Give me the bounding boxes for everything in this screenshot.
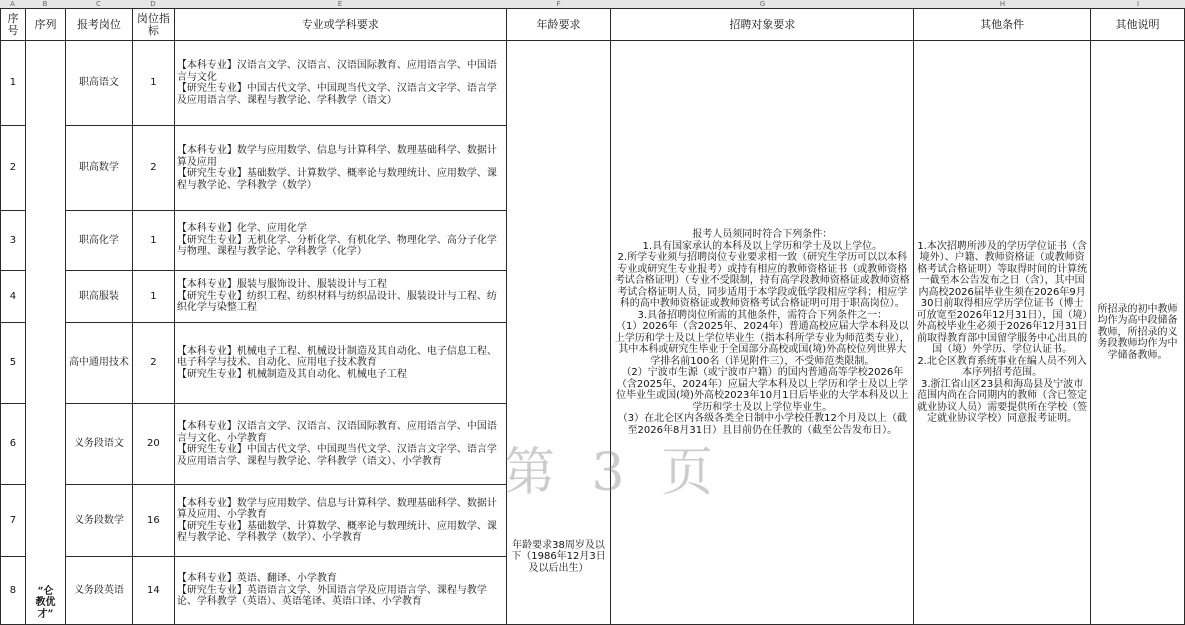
page-watermark: 第 3 页 <box>503 443 724 503</box>
table-row <box>1 41 1185 126</box>
header-num[interactable]: 序号 <box>1 9 26 41</box>
series-label: “仑教优才” <box>35 585 56 620</box>
header-row <box>1 9 1185 41</box>
position-cell[interactable]: 职高语文 <box>65 41 132 126</box>
header-other[interactable]: 其他条件 <box>914 9 1091 41</box>
other-conditions-cell[interactable]: 1.本次招聘所涉及的学历学位证书（含境外）、户籍、教师资格证（或教师资格考试合格证明）等取得时间的计算统一截至本公告发布之日（含），其中国内高校2026届毕业生须在2026年9月30日前取得相应学历学位证书（博士可放宽至2026年12月31日），国（境）外高校毕业生必须于2026年12月31日前取得教育部中国留学服务中心出具的国（境）外学历、学位认证书。 2.北仑区教育系统事业在编人员不列入本序列招考范围。 3.浙江省山区23县和海岛县及宁波市范围内尚在合同期内的教师（含已签定就业协议人员）需要提供所在学校（签定就业协议学校）同意报考证明。 <box>914 41 1091 625</box>
target-requirement-cell[interactable]: 报考人员须同时符合下列条件： 1.具有国家承认的本科及以上学历和学士及以上学位。 2.所学专业须与招聘岗位专业要求相一致（研究生学历可以以本科专业或研究生专业报考）或持有相应的教师资格证书（或教师资格考试合格证明）（专业不受限制，持有高学段教师资格证或教师资格考试合格证明人员，同步适用于本学段或低学段相应学科；相应学科的高中教师资格证或教师资格考试合格证明可用于职高岗位）。 3.具备招聘岗位所需的其他条件，需符合下列条件之一： （1）2026年（含2025年、2024年）普通高校应届大学本科及以上学历和学士及以上学位毕业生（指本科所学专业为师范类专业），其中本科或研究生毕业于全国部分高校或国(境)外高校位列世界大学排名前100名（详见附件三），不受师范类限制。 （2）宁波市生源（或宁波市户籍）的国内普通高等学校2026年（含2025年、2024年）应届大学本科及以上学历和学士及以上学位毕业生或国(境)外高校2023年10月1日后毕业的大学本科及以上学历和学士及以上学位毕业生。 （3）在北仑区内各级各类全日制中小学校任教12个月及以上（截至2026年8月31日）且目前仍在任教的（截至公告发布日）。 <box>611 41 914 625</box>
row-num-cell[interactable]: 5 <box>1 323 26 404</box>
recruitment-table <box>0 8 1185 625</box>
row-num-cell[interactable]: 2 <box>1 126 26 211</box>
major-cell[interactable]: 【本科专业】英语、翻译、小学教育 【研究生专业】英语语言文学、外国语言学及应用语言学、课程与教学论、学科教学（英语）、英语笔译、英语口译、小学教育 <box>174 557 506 625</box>
header-major[interactable]: 专业或学科要求 <box>174 9 506 41</box>
column-letter-e[interactable]: E <box>337 0 343 8</box>
row-num-cell[interactable]: 7 <box>1 485 26 557</box>
major-cell[interactable]: 【本科专业】汉语言文学、汉语言、汉语国际教育、应用语言学、中国语言与文化、小学教育 【研究生专业】中国古代文学、中国现当代文学、汉语言文字学、语言学及应用语言学、课程与教学论、学科教学（语文）、小学教育 <box>174 404 506 485</box>
position-cell[interactable]: 职高化学 <box>65 211 132 271</box>
quota-cell[interactable]: 2 <box>132 126 174 211</box>
quota-cell[interactable]: 1 <box>132 41 174 126</box>
age-requirement-cell[interactable]: 年龄要求38周岁及以下（1986年12月3日及以后出生） <box>506 41 611 625</box>
position-cell[interactable]: 职高数学 <box>65 126 132 211</box>
header-notes[interactable]: 其他说明 <box>1091 9 1185 41</box>
position-cell[interactable]: 职高服装 <box>65 271 132 323</box>
column-letter-i[interactable]: I <box>1136 0 1140 8</box>
position-cell[interactable]: 义务段英语 <box>65 557 132 625</box>
major-cell[interactable]: 【本科专业】服装与服饰设计、服装设计与工程 【研究生专业】纺织工程、纺织材料与纺织品设计、服装设计与工程、纺织化学与染整工程 <box>174 271 506 323</box>
row-num-cell[interactable]: 1 <box>1 41 26 126</box>
major-cell[interactable]: 【本科专业】机械电子工程、机械设计制造及其自动化、电子信息工程、电子科学与技术、自动化、应用电子技术教育 【研究生专业】机械制造及其自动化、机械电子工程 <box>174 323 506 404</box>
notes-cell[interactable]: 所招录的初中教师均作为高中段储备教师，所招录的义务段教师均作为中学储备教师。 <box>1091 41 1185 625</box>
column-letter-h[interactable]: H <box>999 0 1006 8</box>
quota-cell[interactable]: 1 <box>132 271 174 323</box>
major-cell[interactable]: 【本科专业】化学、应用化学 【研究生专业】无机化学、分析化学、有机化学、物理化学、高分子化学与物理、课程与教学论、学科教学（化学） <box>174 211 506 271</box>
position-cell[interactable]: 义务段语文 <box>65 404 132 485</box>
quota-cell[interactable]: 2 <box>132 323 174 404</box>
row-num-cell[interactable]: 8 <box>1 557 26 625</box>
row-num-cell[interactable]: 4 <box>1 271 26 323</box>
header-target[interactable]: 招聘对象要求 <box>611 9 914 41</box>
column-letter-d[interactable]: D <box>150 0 156 8</box>
position-cell[interactable]: 高中通用技术 <box>65 323 132 404</box>
position-cell[interactable]: 义务段数学 <box>65 485 132 557</box>
quota-cell[interactable]: 1 <box>132 211 174 271</box>
row-num-cell[interactable]: 3 <box>1 211 26 271</box>
header-age[interactable]: 年龄要求 <box>506 9 611 41</box>
major-cell[interactable]: 【本科专业】汉语言文学、汉语言、汉语国际教育、应用语言学、中国语言与文化 【研究生专业】中国古代文学、中国现当代文学、汉语言文字学、语言学及应用语言学、课程与教学论、学科教学（语文） <box>174 41 506 126</box>
series-cell[interactable] <box>25 41 65 625</box>
column-letter-g[interactable]: G <box>759 0 766 8</box>
quota-cell[interactable]: 14 <box>132 557 174 625</box>
quota-cell[interactable]: 20 <box>132 404 174 485</box>
column-letter-c[interactable]: C <box>96 0 101 8</box>
header-quota[interactable]: 岗位指标 <box>132 9 174 41</box>
major-cell[interactable]: 【本科专业】数学与应用数学、信息与计算科学、数理基础科学、数据计算及应用 【研究生专业】基础数学、计算数学、概率论与数理统计、应用数学、课程与教学论、学科教学（数学） <box>174 126 506 211</box>
header-position[interactable]: 报考岗位 <box>65 9 132 41</box>
row-num-cell[interactable]: 6 <box>1 404 26 485</box>
column-letter-a[interactable]: A <box>10 0 15 8</box>
column-letter-b[interactable]: B <box>42 0 48 8</box>
quota-cell[interactable]: 16 <box>132 485 174 557</box>
column-letter-f[interactable]: F <box>556 0 561 8</box>
major-cell[interactable]: 【本科专业】数学与应用数学、信息与计算科学、数理基础科学、数据计算及应用、小学教育 【研究生专业】基础数学、计算数学、概率论与数理统计、应用数学、课程与教学论、学科教学（数学）、小学教育 <box>174 485 506 557</box>
header-series[interactable]: 序列 <box>25 9 65 41</box>
